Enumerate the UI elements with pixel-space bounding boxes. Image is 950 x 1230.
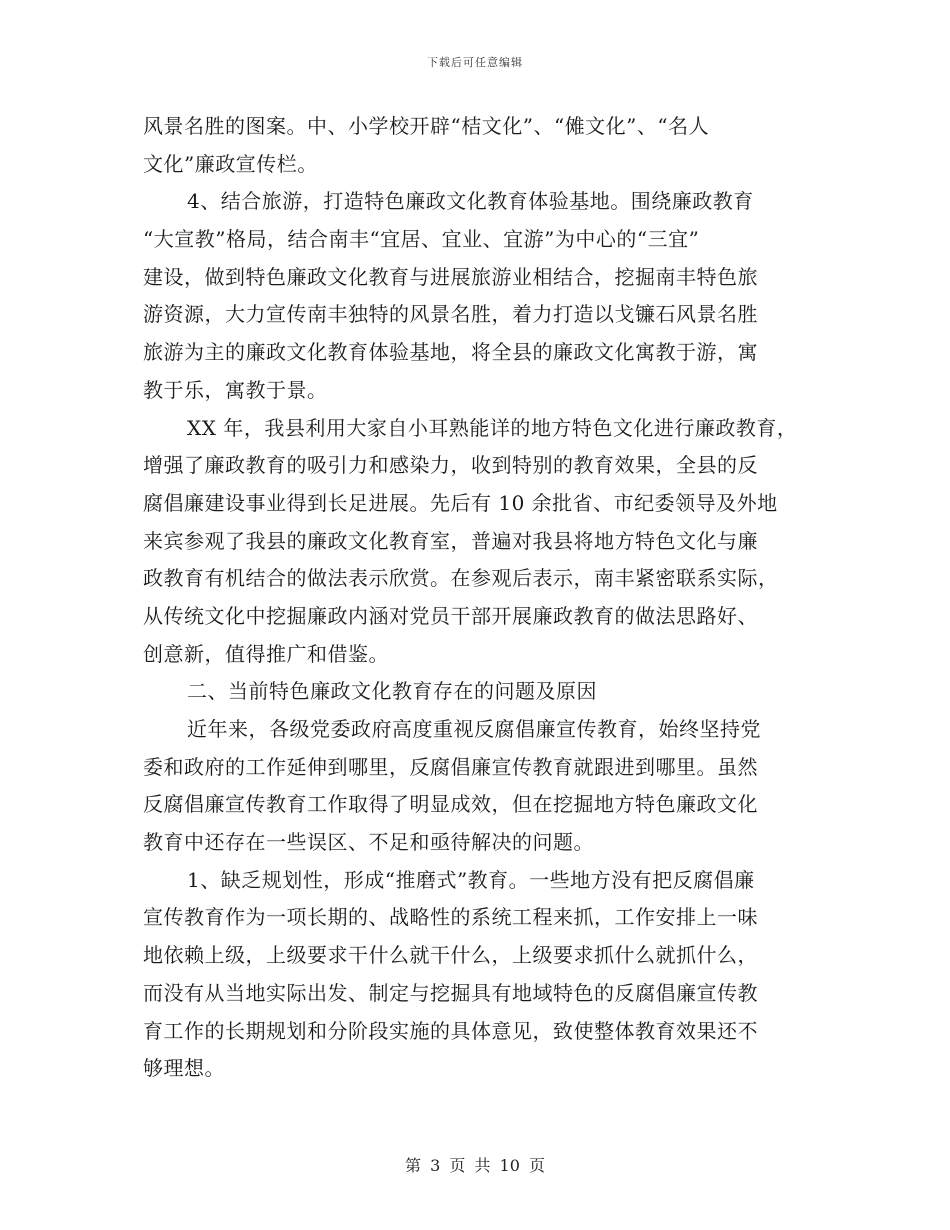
- text-line: 文化”廉政宣传栏。: [143, 151, 318, 176]
- document-body: [143, 108, 823, 1088]
- text-line: 建设，做到特色廉政文化教育与进展旅游业相结合，挖掘南丰特色旅: [143, 264, 758, 289]
- text-line: 而没有从当地实际出发、制定与挖掘具有地域特色的反腐倡廉宣传教: [143, 980, 758, 1005]
- text-line: 增强了廉政教育的吸引力和感染力，收到特别的教育效果，全县的反: [143, 453, 758, 478]
- text-line: 创意新，值得推广和借鉴。: [143, 641, 389, 666]
- text-line: 近年来，各级党委政府高度重视反腐倡廉宣传教育，始终坚持党: [187, 717, 761, 741]
- page-number: 第 3 页 共 10 页: [405, 1156, 545, 1175]
- text-line: 4、结合旅游，打造特色廉政文化教育体验基地。围绕廉政教育: [187, 189, 754, 214]
- text-line: “大宣教”格局，结合南丰“宜居、宜业、宜游”为中心的“三宜”: [143, 227, 700, 252]
- text-line: 宣传教育作为一项长期的、战略性的系统工程来抓，工作安排上一味: [143, 905, 758, 930]
- text-line: 游资源，大力宣传南丰独特的风景名胜，着力打造以戈镰石风景名胜: [143, 302, 758, 327]
- text-line: 从传统文化中挖掘廉政内涵对党员干部开展廉政教育的做法思路好、: [143, 603, 758, 628]
- text-line: 反腐倡廉宣传教育工作取得了明显成效，但在挖掘地方特色廉政文化: [143, 792, 758, 817]
- text-line: 来宾参观了我县的廉政文化教育室，普遍对我县将地方特色文化与廉: [143, 528, 758, 553]
- text-line: 地依赖上级，上级要求干什么就干什么，上级要求抓什么就抓什么，: [143, 943, 758, 968]
- text-line: 1、缺乏规划性，形成“推磨式”教育。一些地方没有把反腐倡廉: [187, 867, 755, 892]
- text-line: 委和政府的工作延伸到哪里，反腐倡廉宣传教育就跟进到哪里。虽然: [143, 754, 758, 779]
- text-line: 够理想。: [143, 1056, 225, 1081]
- text-line: 政教育有机结合的做法表示欣赏。在参观后表示，南丰紧密联系实际，: [143, 566, 779, 591]
- page-header: 下载后可任意编辑: [427, 56, 523, 69]
- text-line: 腐倡廉建设事业得到长足进展。先后有 10 余批省、市纪委领导及外地: [143, 490, 778, 515]
- text-line: 教于乐，寓教于景。: [143, 377, 328, 402]
- text-line: 育工作的长期规划和分阶段实施的具体意见，致使整体教育效果还不: [143, 1018, 758, 1043]
- text-line: XX 年，我县利用大家自小耳熟能详的地方特色文化进行廉政教育，: [187, 415, 798, 440]
- text-line: 旅游为主的廉政文化教育体验基地，将全县的廉政文化寓教于游，寓: [143, 340, 758, 365]
- text-line: 风景名胜的图案。中、小学校开辟“桔文化”、“傩文化”、“名人: [143, 114, 710, 138]
- text-line: 教育中还存在一些误区、不足和亟待解决的问题。: [143, 830, 594, 855]
- section-heading: 二、当前特色廉政文化教育存在的问题及原因: [187, 679, 597, 704]
